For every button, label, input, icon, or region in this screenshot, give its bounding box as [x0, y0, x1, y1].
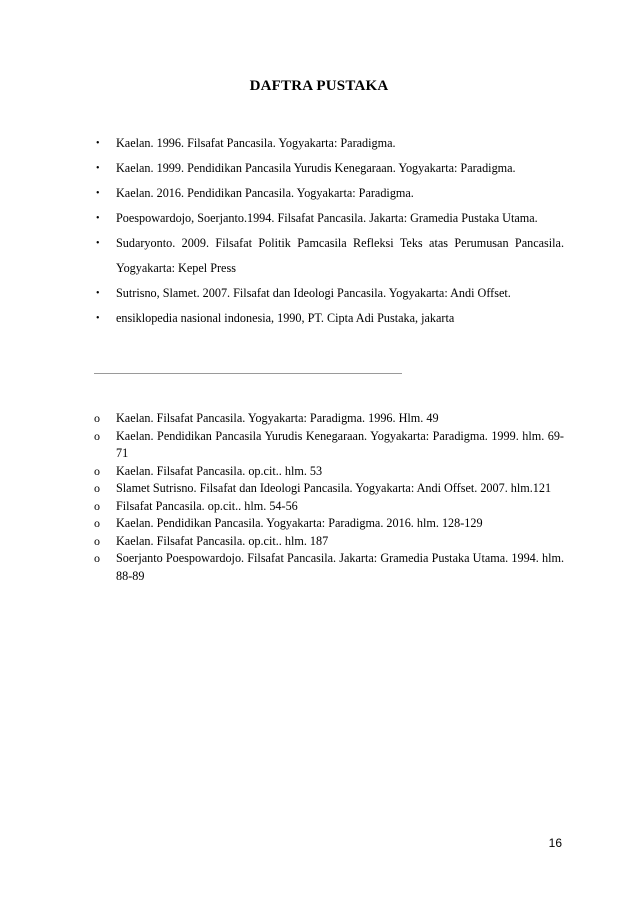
circle-bullet-icon: o: [94, 463, 100, 478]
bibliography-text: Kaelan. 2016. Pendidikan Pancasila. Yogyakarta: Paradigma.: [116, 186, 414, 200]
footnote-item: [94, 410, 564, 428]
circle-bullet-icon: o: [94, 533, 100, 548]
bullet-icon: •: [96, 213, 100, 224]
bullet-icon: •: [96, 188, 100, 199]
circle-bullet-icon: o: [94, 428, 100, 443]
circle-bullet-icon: o: [94, 411, 100, 425]
footnote-text: Filsafat Pancasila. op.cit.. hlm. 54-56: [116, 498, 298, 513]
footnote-text: Kaelan. Pendidikan Pancasila. Yogyakarta: Paradigma. 2016. hlm. 128-129: [116, 516, 483, 530]
footnote-item: [94, 533, 564, 551]
footnote-item: [94, 498, 564, 516]
bibliography-item: [94, 131, 564, 156]
bibliography-text: Kaelan. 1996. Filsafat Pancasila. Yogyakarta: Paradigma.: [116, 136, 396, 150]
bibliography-text: Sudaryonto. 2009. Filsafat Politik Pamcasila Refleksi Teks atas Perumusan Pancasila. Yogyakarta: Kepel Press: [116, 236, 564, 275]
footnote-text: Slamet Sutrisno. Filsafat dan Ideologi Pancasila. Yogyakarta: Andi Offset. 2007. hlm.121: [116, 481, 552, 495]
circle-bullet-icon: o: [94, 516, 100, 530]
bibliography-item: [94, 306, 564, 331]
footnote-item: [94, 480, 564, 498]
bullet-icon: •: [96, 138, 100, 149]
bibliography-text: Poespowardojo, Soerjanto.1994. Filsafat Pancasila. Jakarta: Gramedia Pustaka Utama.: [116, 211, 538, 225]
footnote-list: [94, 410, 564, 585]
bibliography-text: Sutrisno, Slamet. 2007. Filsafat dan Ideologi Pancasila. Yogyakarta: Andi Offset.: [116, 286, 511, 300]
footnote-divider: [94, 373, 402, 374]
bibliography-item: [94, 156, 564, 181]
bibliography-item: [94, 231, 564, 281]
footnote-item: [94, 515, 564, 533]
circle-bullet-icon: o: [94, 498, 100, 513]
bibliography-list: [94, 131, 564, 331]
footnote-text: Kaelan. Filsafat Pancasila. op.cit.. hlm. 53: [116, 463, 323, 478]
page-title: DAFTRA PUSTAKA: [249, 78, 389, 94]
bullet-icon: •: [96, 288, 100, 299]
footnote-item: [94, 550, 564, 585]
bibliography-item: [94, 281, 564, 306]
footnote-item: [94, 463, 564, 481]
footnote-text: Kaelan. Filsafat Pancasila. op.cit.. hlm. 187: [116, 533, 329, 548]
circle-bullet-icon: o: [94, 551, 100, 565]
bullet-icon: •: [96, 313, 100, 324]
footnote-text: Soerjanto Poespowardojo. Filsafat Pancasila. Jakarta: Gramedia Pustaka Utama. 1994. hlm. 88-89: [116, 551, 564, 583]
footnote-text: Kaelan. Pendidikan Pancasila Yurudis Kenegaraan. Yogyakarta: Paradigma. 1999. hlm. 69-71: [116, 428, 564, 460]
bibliography-text: ensiklopedia nasional indonesia, 1990, PT. Cipta Adi Pustaka, jakarta: [116, 311, 455, 325]
bibliography-text: Kaelan. 1999. Pendidikan Pancasila Yurudis Kenegaraan. Yogyakarta: Paradigma.: [116, 161, 516, 175]
bibliography-item: [94, 206, 564, 231]
footnote-text: Kaelan. Filsafat Pancasila. Yogyakarta: Paradigma. 1996. Hlm. 49: [116, 411, 439, 425]
bullet-icon: •: [96, 163, 100, 174]
page-number: 16: [548, 836, 562, 850]
footnote-item: [94, 428, 564, 463]
bibliography-item: [94, 181, 564, 206]
circle-bullet-icon: o: [94, 481, 100, 495]
bullet-icon: •: [96, 238, 100, 249]
